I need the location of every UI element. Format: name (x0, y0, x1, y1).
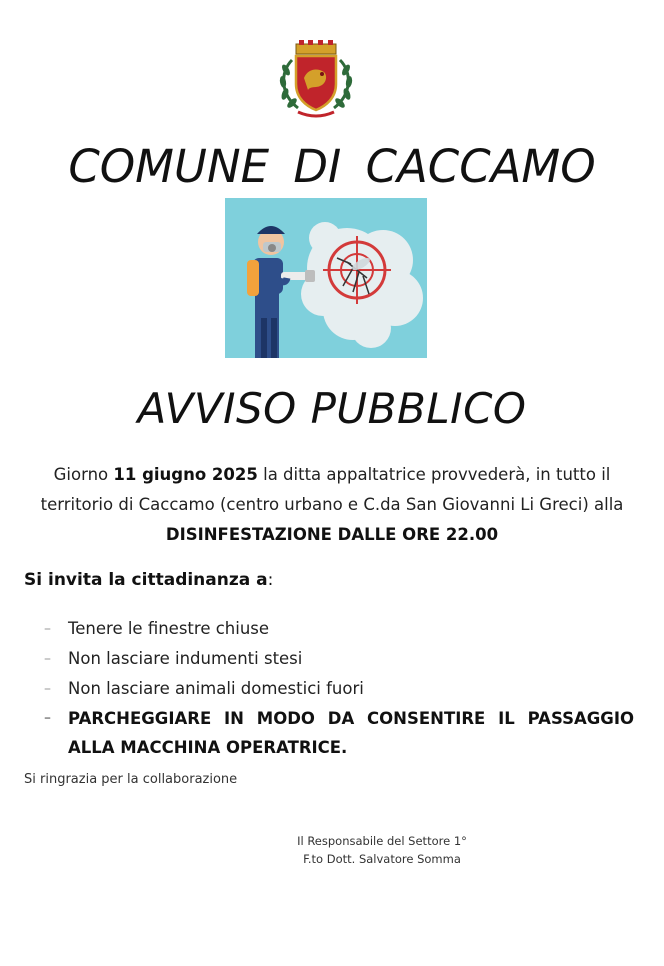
instructions-list (44, 614, 634, 762)
list-item (44, 614, 634, 644)
dash-bullet-icon: – (44, 710, 51, 726)
notice-text-intro: Giorno (53, 465, 114, 484)
list-item-text: PARCHEGGIARE IN MODO DA CONSENTIRE IL PASSAGGIO ALLA MACCHINA OPERATRICE. (68, 709, 634, 757)
dash-bullet-icon: – (44, 621, 51, 637)
notice-text-body: la ditta appaltatrice provvederà, in tutto il territorio di Caccamo (centro urbano e C.da San Giovanni Li Greci) alla (40, 465, 624, 514)
list-item-text: Non lasciare indumenti stesi (68, 649, 303, 668)
invite-label: Si invita la cittadinanza a (24, 570, 268, 590)
page-title: COMUNE DI CACCAMO (68, 140, 596, 193)
list-item-text: Non lasciare animali domestici fuori (68, 679, 364, 698)
invite-colon: : (267, 570, 274, 590)
notice-date: 11 giugno 2025 (113, 465, 258, 484)
pest-control-illustration (225, 198, 427, 358)
list-item (44, 674, 634, 704)
signer-name: F.to Dott. Salvatore Somma (303, 852, 461, 866)
notice-heading: AVVISO PUBBLICO (137, 384, 527, 433)
notice-body (22, 460, 642, 550)
dash-bullet-icon: – (44, 681, 51, 697)
notice-disinfestation-time: DISINFESTAZIONE DALLE ORE 22.00 (165, 525, 499, 544)
dash-bullet-icon: – (44, 651, 51, 667)
list-item (44, 644, 634, 674)
invite-heading (24, 570, 273, 590)
thanks-text: Si ringrazia per la collaborazione (24, 772, 238, 787)
signature-block (282, 832, 482, 868)
list-item (44, 704, 634, 762)
list-item-text: Tenere le finestre chiuse (68, 619, 270, 638)
coat-of-arms-icon (272, 38, 360, 120)
signer-role: Il Responsabile del Settore 1° (297, 834, 467, 848)
